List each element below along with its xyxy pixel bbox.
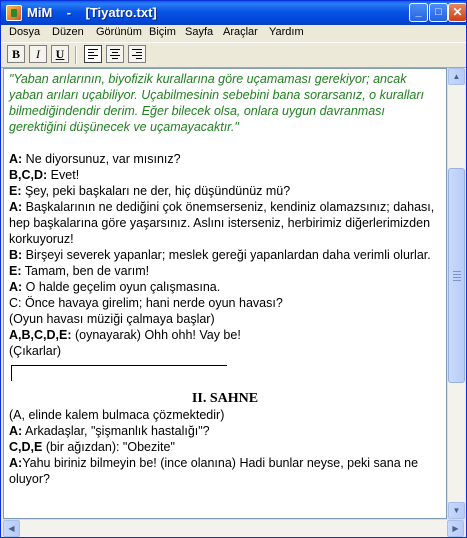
menu-gorunum[interactable]: Görünüm <box>96 26 142 38</box>
speaker-label: B,C,D: <box>9 168 48 182</box>
speaker-label: A: <box>9 200 23 214</box>
scroll-up-button[interactable]: ▲ <box>448 68 465 85</box>
dialogue-block <box>9 151 441 359</box>
align-center-button[interactable] <box>106 45 124 63</box>
line-text: C: Önce havaya girelim; hani nerde oyun havası? <box>9 296 283 310</box>
align-left-button[interactable] <box>84 45 102 63</box>
dialogue-line <box>9 295 441 311</box>
scene-line <box>9 423 441 439</box>
speaker-label: B: <box>9 248 23 262</box>
line-text: Arkadaşlar, "şişmanlık hastalığı"? <box>22 424 210 438</box>
dialogue-line <box>9 183 441 199</box>
maximize-button[interactable]: □ <box>429 3 448 22</box>
line-text: Evet! <box>47 168 80 182</box>
align-right-icon <box>132 49 142 61</box>
dialogue-line <box>9 247 441 263</box>
line-text: (bir ağızdan): "Obezite" <box>42 440 175 454</box>
menu-bicim[interactable]: Biçim <box>149 26 176 38</box>
speaker-label: A: <box>9 280 23 294</box>
dialogue-line <box>9 343 441 359</box>
dialogue-line <box>9 311 441 327</box>
horizontal-scrollbar[interactable] <box>3 519 464 537</box>
grip-icon <box>453 271 461 283</box>
dialogue-line <box>9 199 441 247</box>
align-left-icon <box>88 49 98 61</box>
quote-paragraph: "Yaban arılarının, biyofizik kurallarına göre uçamaması gerekiyor; ancak yaban arıları uçabiliyor. Uçabilmesinin sebebini bana sorarsanız, o kuralları bilmediğindendir derim. Eğer bilecek olsa, onlara uygun davranması gerektiğini düşünecek ve uçamayacaktır." <box>9 72 425 134</box>
scene-block <box>9 407 441 487</box>
line-text: Birşeyi severek yapanlar; meslek gereği yapanlardan daha verimli olurlar. <box>22 248 431 262</box>
scene-line <box>9 455 441 487</box>
menu-dosya[interactable]: Dosya <box>9 26 41 38</box>
speaker-label: E: <box>9 184 22 198</box>
title-bar[interactable] <box>1 1 466 25</box>
underline-button[interactable]: U <box>51 45 69 63</box>
line-text: Yahu biriniz bilmeyin be! (ince olanına) Hadi bunlar neyse, peki sana ne oluyor? <box>9 456 419 486</box>
align-center-icon <box>110 49 120 61</box>
scene-heading: II. SAHNE <box>191 391 259 406</box>
speaker-label: A,B,C,D,E: <box>9 328 72 342</box>
toolbar-separator <box>75 46 77 64</box>
menu-bar <box>1 25 466 41</box>
window-title: MiM - [Tiyatro.txt] <box>27 5 157 20</box>
format-toolbar <box>1 42 466 68</box>
document-content[interactable] <box>9 69 441 487</box>
line-text: Şey, peki başkaları ne der, hiç düşündünüz mü? <box>21 184 291 198</box>
scroll-thumb[interactable] <box>448 168 465 383</box>
line-text: Ne diyorsunuz, var mısınız? <box>22 152 181 166</box>
app-icon[interactable] <box>6 5 22 21</box>
scroll-down-button[interactable]: ▼ <box>448 502 465 519</box>
line-text: Başkalarının ne dediğini çok önemserseniz, kendiniz olamazsınız; dahası, hep başkalarına göre yaşarsınız. Aslını isterseniz, herbirimiz diğerlerimizden korkuyoruz! <box>9 200 435 246</box>
scene-divider <box>9 359 441 391</box>
vertical-scrollbar[interactable] <box>447 68 465 519</box>
divider-line <box>11 365 227 366</box>
line-text: (Çıkarlar) <box>9 344 62 358</box>
align-right-button[interactable] <box>128 45 146 63</box>
speaker-label: E: <box>9 264 22 278</box>
speaker-label: A: <box>9 152 23 166</box>
menu-yardim[interactable]: Yardım <box>269 26 304 38</box>
menu-araclar[interactable]: Araçlar <box>223 26 258 38</box>
speaker-label: C,D,E <box>9 440 43 454</box>
scene-line <box>9 407 441 423</box>
scroll-left-button[interactable]: ◀ <box>3 520 20 537</box>
speaker-label: A: <box>9 424 23 438</box>
line-text: (oynayarak) Ohh ohh! Vay be! <box>71 328 241 342</box>
dialogue-line <box>9 151 441 167</box>
line-text: (Oyun havası müziği çalmaya başlar) <box>9 312 215 326</box>
italic-button[interactable]: I <box>29 45 47 63</box>
close-button[interactable]: ✕ <box>448 3 467 22</box>
line-text: Tamam, ben de varım! <box>21 264 150 278</box>
line-text: O halde geçelim oyun çalışmasına. <box>22 280 221 294</box>
menu-sayfa[interactable]: Sayfa <box>185 26 214 38</box>
text-caret <box>11 365 12 381</box>
minimize-button[interactable]: _ <box>409 3 428 22</box>
dialogue-line <box>9 167 441 183</box>
dialogue-line <box>9 279 441 295</box>
bold-button[interactable]: B <box>7 45 25 63</box>
text-editor[interactable] <box>3 68 447 519</box>
scroll-right-button[interactable]: ▶ <box>447 520 464 537</box>
scene-line <box>9 439 441 455</box>
speaker-label: A: <box>9 456 23 470</box>
line-text: (A, elinde kalem bulmaca çözmektedir) <box>9 408 225 422</box>
menu-duzen[interactable]: Düzen <box>52 26 84 38</box>
dialogue-line <box>9 263 441 279</box>
dialogue-line <box>9 327 441 343</box>
